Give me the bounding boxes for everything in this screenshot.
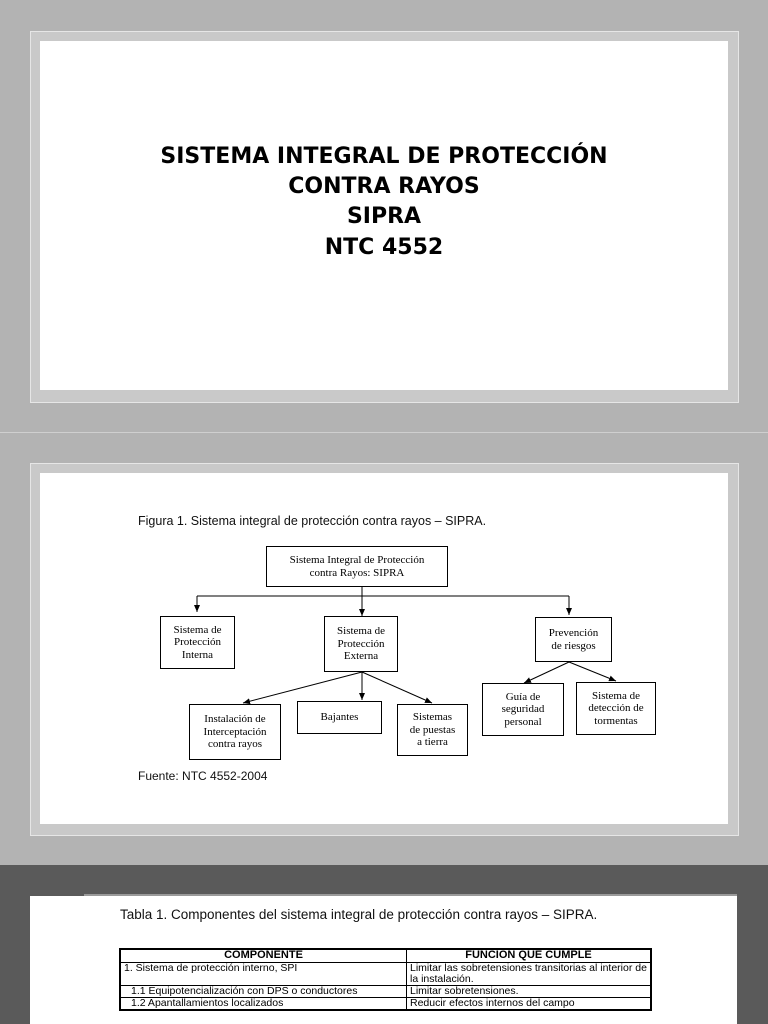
edge-to-storm-detection (569, 662, 616, 681)
edge-to-safety-guide (524, 662, 569, 683)
table-header-row (120, 949, 651, 963)
node-internal-protection: Sistema de Protección Interna (160, 616, 235, 669)
cell-function: Limitar sobretensiones. (407, 986, 652, 998)
table-row (120, 963, 651, 986)
figure-source: Fuente: NTC 4552-2004 (138, 769, 268, 783)
cell-function: Reducir efectos internos del campo (407, 998, 652, 1011)
node-storm-detection: Sistema de detección de tormentas (576, 682, 656, 735)
slide-2-card[interactable] (40, 473, 728, 824)
table-row (120, 986, 651, 998)
edge-to-interception (243, 672, 362, 703)
table-caption: Tabla 1. Componentes del sistema integral de protección contra rayos – SIPRA. (120, 907, 598, 922)
slide-1-card[interactable] (40, 41, 728, 390)
edge-to-grounding (362, 672, 432, 703)
node-risk-prevention: Prevención de riesgos (535, 617, 612, 662)
node-interception: Instalación de Interceptación contra rayos (189, 704, 281, 760)
header-component: COMPONENTE (120, 949, 407, 963)
components-table (119, 948, 652, 1011)
node-sipra-root: Sistema Integral de Protección contra Rayos: SIPRA (266, 546, 448, 587)
title-line-4: NTC 4552 (324, 235, 444, 260)
figure-caption: Figura 1. Sistema integral de protección contra rayos – SIPRA. (138, 514, 487, 528)
title-line-3: SIPRA (346, 204, 422, 229)
node-safety-guide: Guía de seguridad personal (482, 683, 564, 736)
title-line-1: SISTEMA INTEGRAL DE PROTECCIÓN (160, 144, 608, 169)
title-line-2: CONTRA RAYOS (288, 174, 480, 199)
node-downconductors: Bajantes (297, 701, 382, 734)
header-function: FUNCIÓN QUE CUMPLE (407, 949, 652, 963)
node-grounding: Sistemas de puestas a tierra (397, 704, 468, 756)
cell-component: 1.1 Equipotencialización con DPS o conductores (120, 986, 407, 998)
table-row (120, 998, 651, 1011)
node-external-protection: Sistema de Protección Externa (324, 616, 398, 672)
cell-component: 1.2 Apantallamientos localizados (120, 998, 407, 1011)
cell-component: 1. Sistema de protección interno, SPI (120, 963, 407, 986)
cell-function: Limitar las sobretensiones transitorias al interior de la instalación. (407, 963, 652, 986)
